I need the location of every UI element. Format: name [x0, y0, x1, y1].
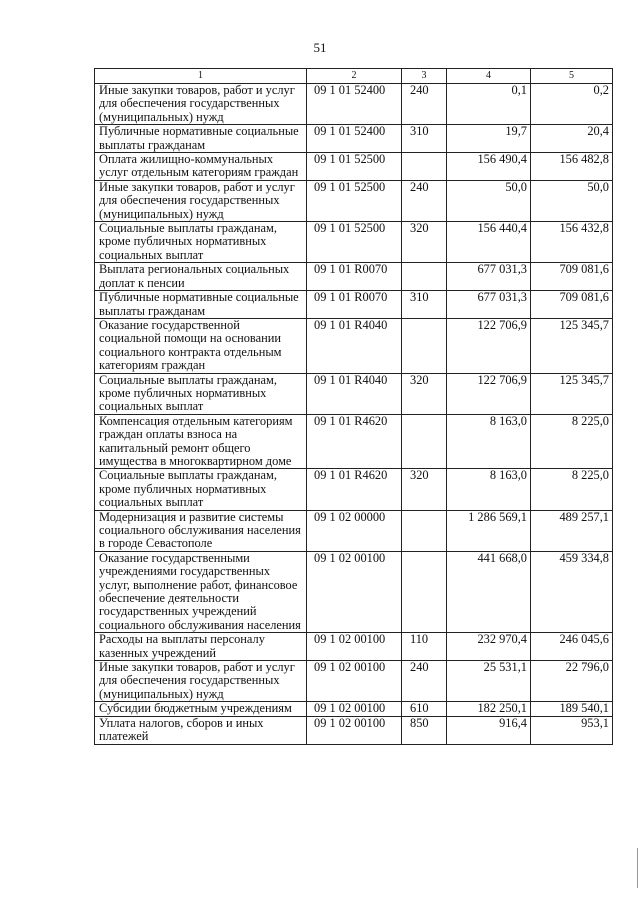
- row-expense-type: 320: [402, 469, 447, 510]
- row-expense-type: 320: [402, 222, 447, 263]
- row-name: Субсидии бюджетным учреждениям: [95, 702, 307, 716]
- row-code: 09 1 01 52400: [307, 84, 402, 125]
- row-value-2: 953,1: [531, 716, 613, 744]
- row-name: Оказание государственной социальной помощи на основании социального контракта отдельным категориям граждан: [95, 318, 307, 373]
- table-row: [95, 263, 613, 291]
- row-value-1: 8 163,0: [447, 414, 531, 469]
- header-row: [95, 69, 613, 84]
- row-value-1: 677 031,3: [447, 291, 531, 319]
- table-row: [95, 469, 613, 510]
- row-expense-type: 240: [402, 84, 447, 125]
- row-value-2: 50,0: [531, 180, 613, 221]
- row-name: Компенсация отдельным категориям граждан оплаты взноса на капитальный ремонт общего имущества в многоквартирном доме: [95, 414, 307, 469]
- row-name: Социальные выплаты гражданам, кроме публичных нормативных социальных выплат: [95, 373, 307, 414]
- row-code: 09 1 02 00000: [307, 510, 402, 551]
- column-header-1: 1: [95, 69, 307, 84]
- row-name: Публичные нормативные социальные выплаты гражданам: [95, 125, 307, 153]
- row-code: 09 1 02 00100: [307, 633, 402, 661]
- row-value-2: 489 257,1: [531, 510, 613, 551]
- table-row: [95, 291, 613, 319]
- table-row: [95, 125, 613, 153]
- row-code: 09 1 02 00100: [307, 661, 402, 702]
- row-name: Иные закупки товаров, работ и услуг для обеспечения государственных (муниципальных) нужд: [95, 661, 307, 702]
- row-value-1: 441 668,0: [447, 551, 531, 632]
- table-body: [95, 84, 613, 745]
- row-value-1: 8 163,0: [447, 469, 531, 510]
- row-code: 09 1 01 52500: [307, 180, 402, 221]
- table-row: [95, 318, 613, 373]
- row-value-2: 8 225,0: [531, 469, 613, 510]
- row-expense-type: 320: [402, 373, 447, 414]
- row-name: Иные закупки товаров, работ и услуг для обеспечения государственных (муниципальных) нужд: [95, 180, 307, 221]
- table-row: [95, 661, 613, 702]
- row-value-2: 156 432,8: [531, 222, 613, 263]
- row-value-1: 122 706,9: [447, 373, 531, 414]
- table-row: [95, 180, 613, 221]
- scan-edge-mark: [637, 848, 638, 888]
- table-row: [95, 153, 613, 181]
- row-name: Оказание государственными учреждениями государственных услуг, выполнение работ, финансовое обеспечение деятельности государственных учреждений социального обслуживания населения: [95, 551, 307, 632]
- row-name: Расходы на выплаты персоналу казенных учреждений: [95, 633, 307, 661]
- row-name: Социальные выплаты гражданам, кроме публичных нормативных социальных выплат: [95, 469, 307, 510]
- row-value-2: 156 482,8: [531, 153, 613, 181]
- row-expense-type: 110: [402, 633, 447, 661]
- row-code: 09 1 01 52500: [307, 222, 402, 263]
- table-row: [95, 84, 613, 125]
- row-code: 09 1 01 R4040: [307, 373, 402, 414]
- row-name: Публичные нормативные социальные выплаты гражданам: [95, 291, 307, 319]
- row-value-2: 246 045,6: [531, 633, 613, 661]
- column-header-5: 5: [531, 69, 613, 84]
- row-name: Оплата жилищно-коммунальных услуг отдельным категориям граждан: [95, 153, 307, 181]
- row-expense-type: 610: [402, 702, 447, 716]
- row-expense-type: 850: [402, 716, 447, 744]
- row-value-2: 8 225,0: [531, 414, 613, 469]
- row-value-1: 25 531,1: [447, 661, 531, 702]
- table-row: [95, 510, 613, 551]
- table-row: [95, 716, 613, 744]
- table-header: [95, 69, 613, 84]
- column-header-3: 3: [402, 69, 447, 84]
- column-header-4: 4: [447, 69, 531, 84]
- row-expense-type: [402, 510, 447, 551]
- row-code: 09 1 01 R0070: [307, 291, 402, 319]
- row-name: Иные закупки товаров, работ и услуг для обеспечения государственных (муниципальных) нужд: [95, 84, 307, 125]
- row-value-1: 677 031,3: [447, 263, 531, 291]
- row-value-1: 19,7: [447, 125, 531, 153]
- row-name: Социальные выплаты гражданам, кроме публичных нормативных социальных выплат: [95, 222, 307, 263]
- row-code: 09 1 02 00100: [307, 716, 402, 744]
- row-value-1: 156 490,4: [447, 153, 531, 181]
- row-code: 09 1 01 R0070: [307, 263, 402, 291]
- table-row: [95, 551, 613, 632]
- row-value-1: 50,0: [447, 180, 531, 221]
- row-value-1: 0,1: [447, 84, 531, 125]
- row-value-2: 125 345,7: [531, 373, 613, 414]
- row-expense-type: [402, 551, 447, 632]
- row-value-1: 916,4: [447, 716, 531, 744]
- row-code: 09 1 02 00100: [307, 702, 402, 716]
- row-value-1: 182 250,1: [447, 702, 531, 716]
- row-code: 09 1 01 52500: [307, 153, 402, 181]
- row-code: 09 1 01 R4620: [307, 469, 402, 510]
- row-expense-type: 240: [402, 661, 447, 702]
- row-expense-type: 310: [402, 125, 447, 153]
- row-value-2: 189 540,1: [531, 702, 613, 716]
- row-value-2: 125 345,7: [531, 318, 613, 373]
- row-value-1: 156 440,4: [447, 222, 531, 263]
- row-code: 09 1 01 R4040: [307, 318, 402, 373]
- row-value-2: 0,2: [531, 84, 613, 125]
- table-row: [95, 633, 613, 661]
- row-value-1: 232 970,4: [447, 633, 531, 661]
- row-expense-type: [402, 263, 447, 291]
- row-expense-type: 310: [402, 291, 447, 319]
- row-value-2: 709 081,6: [531, 263, 613, 291]
- table-row: [95, 414, 613, 469]
- row-value-2: 709 081,6: [531, 291, 613, 319]
- page-number: 51: [313, 40, 327, 55]
- row-value-2: 459 334,8: [531, 551, 613, 632]
- row-value-2: 20,4: [531, 125, 613, 153]
- row-expense-type: [402, 414, 447, 469]
- row-name: Модернизация и развитие системы социального обслуживания населения в городе Севастополе: [95, 510, 307, 551]
- row-code: 09 1 01 R4620: [307, 414, 402, 469]
- table-row: [95, 702, 613, 716]
- row-code: 09 1 02 00100: [307, 551, 402, 632]
- row-code: 09 1 01 52400: [307, 125, 402, 153]
- row-name: Выплата региональных социальных доплат к пенсии: [95, 263, 307, 291]
- table-row: [95, 222, 613, 263]
- table-row: [95, 373, 613, 414]
- row-expense-type: [402, 318, 447, 373]
- row-name: Уплата налогов, сборов и иных платежей: [95, 716, 307, 744]
- row-value-1: 122 706,9: [447, 318, 531, 373]
- budget-table: [94, 68, 613, 745]
- row-value-1: 1 286 569,1: [447, 510, 531, 551]
- row-expense-type: 240: [402, 180, 447, 221]
- row-value-2: 22 796,0: [531, 661, 613, 702]
- row-expense-type: [402, 153, 447, 181]
- column-header-2: 2: [307, 69, 402, 84]
